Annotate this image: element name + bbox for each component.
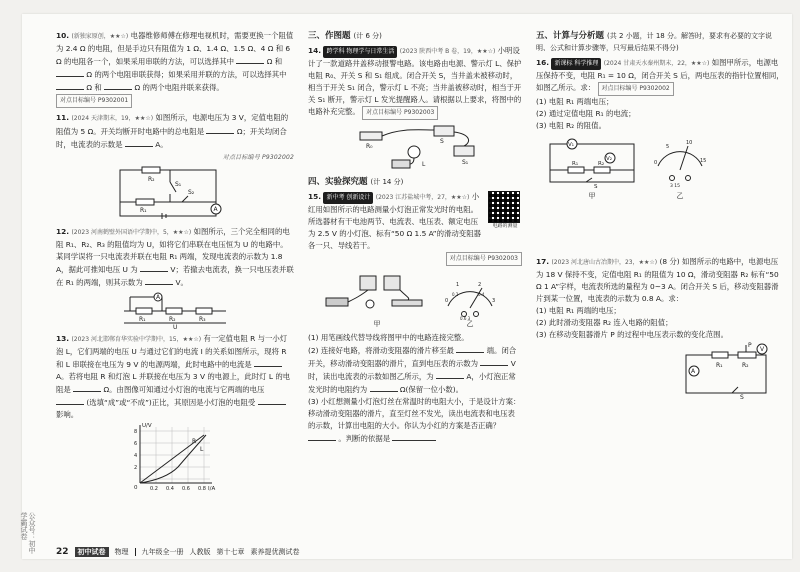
answer-blank[interactable] — [125, 138, 153, 147]
ammeter-label: A — [213, 206, 218, 213]
series-l-label: L — [200, 446, 204, 453]
section-5-heading — [536, 30, 784, 54]
answer-blank[interactable] — [436, 370, 464, 379]
answer-blank[interactable] — [56, 68, 84, 77]
answer-blank[interactable] — [56, 81, 84, 90]
figure-caption-b: 乙 — [466, 320, 474, 328]
label-r2: R₂ — [169, 316, 176, 323]
question-source-tag: (2024 甘肃天水秦州期末，22，★★☆) — [603, 60, 710, 67]
label-v2: V₂ — [606, 156, 612, 162]
label-r0: R₀ — [366, 143, 373, 150]
sub-question-3: (3) 小红想测量小灯泡灯丝在常温时的电阻大小，于是设计方案：移动滑动变阻器的滑片，直至灯丝不发光，读出电流表和电压表的示数，计算出电阻的大小。你认为小红的方案是否正确？ — [308, 397, 521, 430]
graph-xlabel: I/A — [208, 486, 216, 492]
question-16 — [536, 57, 784, 202]
sub-question-1: (1) 电阻 R₁ 两端电压； — [536, 97, 614, 106]
sub-question-2: (2) 通过定值电阻 R₁ 的电流； — [536, 109, 636, 118]
question-score: (8 分) — [659, 257, 680, 266]
circuit-diagram-q17 — [676, 341, 776, 401]
dial-label: 2 — [478, 282, 482, 288]
y-tick: 4 — [134, 453, 138, 459]
dial-label: 10 — [686, 140, 693, 146]
answer-blank[interactable] — [140, 263, 168, 272]
question-text: A，小灯泡正常发光时的电阻约为 — [308, 372, 516, 394]
question-15 — [308, 191, 522, 445]
question-text: Ω；开关均闭合时，电流表的示数是 — [56, 127, 287, 149]
answer-blank[interactable] — [56, 396, 84, 405]
answer-blank[interactable] — [206, 125, 234, 134]
question-source-tag: (2023 陕西中考 B 卷，19，★★☆) — [399, 48, 496, 55]
question-text: Ω(保留一位小数)。 — [399, 385, 464, 394]
dial-range: 3 15 — [670, 184, 681, 189]
page-number: 22 — [56, 547, 69, 557]
question-text: A。若将电阻 R 和灯泡 L 并联接在电压为 3 V 的电源上，此时灯 L 的电阻是 — [56, 372, 291, 394]
x-tick: 0.8 — [198, 486, 206, 492]
divider — [135, 548, 136, 556]
label-s: S — [594, 184, 598, 190]
ammeter-label: A — [691, 368, 696, 375]
section-title: 五、计算与分析题 — [536, 31, 605, 41]
question-number: 12. — [56, 227, 70, 236]
circuit-diagram-q14 — [352, 120, 492, 172]
label-l: L — [422, 161, 426, 168]
question-text: V。 — [175, 278, 188, 287]
dial-label: 0 — [445, 298, 449, 304]
question-source-tag: (新独家原创，★★☆) — [71, 33, 129, 40]
figure-caption-a: 甲 — [373, 320, 381, 328]
question-text: 有一定值电阻 R 与一小灯泡 L，它们两端的电压 U 与通过它们的电流 I 的关系如图所示，现将 R 和 L 串联接在电压为 9 V 的电源两端，此时电路中的电流是 — [56, 334, 288, 369]
question-text: Ω 的两个电阻并联来获得。 — [134, 83, 224, 92]
side-watermark-text: 公众号：初中学霸试卷 — [20, 512, 36, 554]
ui-graph-q13 — [126, 421, 218, 493]
voltmeter-label: V — [760, 346, 765, 353]
question-text: (选填“成”或“不成”)正比，其原因是小灯泡的电阻受 — [86, 398, 256, 407]
answer-blank[interactable] — [308, 432, 336, 441]
sub-question-1: (1) 电阻 R₁ 两端的电压； — [536, 306, 621, 315]
dial-label: 0 — [654, 160, 658, 166]
question-text: 小明设计了一款道路井盖移动报警电路。该电路由电源、警示灯 L、保护电阻 R₀、开关 S 和 S₁ 组成。闭合开关 S，当井盖未被移动时，相当于开关 S₁ 闭合，警示灯 L 不亮；当井盖被移动时，相当于开关 S₁ 断开，警示灯 L 发光提醒路人。请根据以上要求，将图中的电路补充完整。 — [308, 46, 522, 116]
question-source-tag: (2023 河北邯郸育华实验中学期中，15，★★☆) — [71, 336, 202, 343]
question-13 — [56, 333, 294, 493]
question-number: 14. — [308, 46, 322, 55]
label-r2: R₂ — [598, 161, 605, 167]
brand-label: 初中试卷 — [75, 547, 109, 557]
answer-blank[interactable] — [104, 81, 132, 90]
question-14 — [308, 45, 522, 172]
question-text: 如图甲所示，电源电压保持不变，电阻 R₁ = 10 Ω，闭合开关 S 后，两电压表的指针位置相同，如图乙所示。求： — [536, 58, 784, 92]
question-text: 。判断的依据是 — [338, 434, 391, 443]
question-number: 16. — [536, 58, 550, 67]
question-text: V；若撤去电流表，换一只电压表并联在 R₁ 的两端，则其示数为 — [56, 265, 294, 287]
column-middle — [308, 30, 522, 449]
question-text: A。 — [155, 140, 168, 149]
question-number: 11. — [56, 113, 70, 122]
x-tick: 0.6 — [182, 486, 190, 492]
label-s1: S₁ — [175, 181, 182, 188]
circuit-figure-a — [542, 132, 642, 190]
question-source-tag: (2023 河南鹤壁外国语中学期中，5，★★☆) — [71, 229, 192, 236]
page-footer — [56, 546, 356, 558]
question-source-tag: (2024 天津期末，19，★★☆) — [71, 115, 154, 122]
question-text: Ω 和 — [266, 57, 283, 66]
dial-label: 3 — [492, 298, 496, 304]
question-text: 电器维修师傅在修理电视机时，需要更换一个阻值为 2.4 Ω 的电阻，但是手边只有阻值为 1 Ω、1.4 Ω、1.5 Ω、4 Ω 和 6 Ω 的电阻各一个，如果采用串联的方法，可以选择其中 — [56, 31, 294, 66]
y-tick: 6 — [134, 441, 138, 447]
answer-blank[interactable] — [480, 357, 508, 366]
voltmeter-dial — [652, 134, 708, 190]
question-text: Ω 的两个电阻串联获得；如果采用并联的方法，可以选择其中 — [86, 70, 287, 79]
question-11 — [56, 112, 294, 222]
sub-question-1: (1) 用笔画线代替导线将图甲中的电路连接完整。 — [308, 333, 469, 342]
question-source-tag: (2023 江苏盐城中考，27，★★☆) — [375, 194, 470, 201]
ammeter-dial — [442, 276, 498, 321]
section-score: (计 6 分) — [353, 32, 382, 40]
answer-blank[interactable] — [73, 383, 101, 392]
question-text: 如图所示的电路中，电源电压为 18 V 保持不变，定值电阻 R₁ 的阻值为 10 Ω，滑动变阻器 R₂ 标有“50 Ω 1 A”字样，电流表所选的量程为 0~3 A。闭合开关 S 后，移动变阻器滑片到某一位置，电流表的示数为 0.8 A。求： — [536, 257, 779, 303]
question-text: V 时，读出电流表的示数如图乙所示，为 — [308, 359, 516, 381]
label-r1: R₁ — [572, 161, 579, 167]
target-code: 对点目标编号 P9302002 — [222, 154, 294, 161]
label-r2: R₂ — [148, 176, 155, 183]
target-code: 对点目标编号 P9302002 — [598, 82, 674, 96]
ammeter-label: A — [156, 294, 161, 301]
question-17 — [536, 256, 784, 401]
label-r3: R₃ — [199, 316, 206, 323]
dial-sublabel: 0.4 — [478, 292, 485, 297]
question-text: 如图所示，电源电压为 3 V，定值电阻的阻值为 5 Ω。开关均断开时电路中的总电阻是 — [56, 113, 289, 136]
question-12 — [56, 226, 294, 329]
answer-blank[interactable] — [145, 276, 173, 285]
grade-label: 九年级全一册 — [141, 548, 184, 556]
dial-label: 15 — [700, 158, 707, 164]
test-name-label: 素养提优测试卷 — [250, 548, 300, 556]
answer-blank[interactable] — [254, 358, 282, 367]
question-number: 13. — [56, 334, 70, 343]
label-s1: S₁ — [462, 159, 469, 166]
label-s: S — [740, 394, 744, 401]
y-tick: 8 — [134, 429, 138, 435]
label-r1: R₁ — [716, 362, 723, 369]
sub-question-3: (3) 在移动变阻器滑片 P 的过程中电压表示数的变化范围。 — [536, 330, 728, 339]
target-code: 对点目标编号 P9302003 — [446, 252, 522, 266]
figure-caption-a: 甲 — [588, 192, 596, 200]
section-3-heading — [308, 30, 522, 42]
chapter-label: 第十七章 — [216, 548, 245, 556]
graph-origin: 0 — [134, 485, 138, 491]
section-title: 四、实验探究题 — [308, 177, 368, 187]
sub-question-3: (3) 电阻 R₂ 的阻值。 — [536, 121, 606, 130]
exam-page — [22, 14, 792, 559]
dial-range: 0.6 3 — [460, 316, 471, 321]
circuit-figure-a — [322, 268, 432, 318]
x-tick: 0.2 — [150, 486, 158, 492]
target-code: 对点目标编号 P9302003 — [362, 106, 438, 120]
qr-code[interactable] — [488, 191, 520, 223]
label-r1: R₁ — [140, 207, 147, 214]
label-u: U — [173, 324, 178, 331]
dial-sublabel: 0.2 — [452, 292, 459, 297]
qr-caption: 电路的测量 — [492, 223, 518, 229]
answer-blank[interactable] — [258, 396, 286, 405]
question-source-tag: (2023 河北唐山古冶期中，23，★★☆) — [551, 259, 658, 266]
question-number: 17. — [536, 257, 550, 266]
label-v1: V₁ — [568, 142, 574, 148]
column-left — [56, 30, 294, 497]
section-score: (计 14 分) — [370, 178, 404, 186]
answer-blank[interactable] — [456, 344, 484, 353]
question-text: Ω。由图像可知通过小灯泡的电流与它两端的电压 — [103, 385, 265, 394]
column-right — [536, 30, 784, 405]
answer-blank[interactable] — [392, 432, 436, 441]
question-text: 小红用如图所示的电路测量小灯泡正常发光时的电阻。所选器材有干电池两节、电流表、电压表、额定电压为 2.5 V 的小灯泡、标有“50 Ω 1.5 A”的滑动变阻器各一只、导线若干。 — [308, 192, 481, 250]
question-text: 如图所示，三个完全相同的电阻 R₁、R₂、R₃ 的阻值均为 U，如将它们串联在电压恒为 U 的电路中。某同学误将一只电流表并联在电阻 R₁ 两端，发现电流表的示数为 1.8 A，据此可推知电压 U 为 — [56, 227, 290, 274]
y-tick: 2 — [134, 465, 138, 471]
question-text: 端。闭合开关，移动滑动变阻器的滑片，直到电压表的示数为 — [308, 346, 517, 368]
x-tick: 0.4 — [166, 486, 174, 492]
label-r1: R₁ — [139, 316, 146, 323]
question-text: 影响。 — [56, 410, 79, 419]
target-code: 对点目标编号 P9302001 — [56, 94, 132, 108]
subject-badge: 新中考 创新设计 — [323, 192, 373, 204]
circuit-diagram-q11 — [112, 164, 232, 222]
section-title: 三、作图题 — [308, 31, 351, 41]
dial-label: 5 — [666, 144, 670, 150]
question-text: Ω 和 — [86, 83, 102, 92]
answer-blank[interactable] — [370, 383, 398, 392]
subject-badge: 新课标 科学推理 — [551, 58, 601, 70]
label-s: S — [440, 138, 444, 145]
sub-question-2: (2) 此时滑动变阻器 R₂ 连入电路的阻值； — [536, 318, 673, 327]
label-r2: R₂ — [742, 362, 749, 369]
label-p: P — [748, 342, 752, 349]
circuit-diagram-q12 — [116, 289, 236, 329]
series-r-label: R — [192, 438, 197, 445]
label-s2: S₂ — [188, 189, 195, 196]
subject-badge: 跨学科 物理学与日常生活 — [323, 46, 397, 58]
edition-label: 人教版 — [189, 548, 211, 556]
question-number: 15. — [308, 192, 322, 201]
section-score: (共 2 小题，计 18 分。解答时，要求有必要的文字说明、公式和计算步骤等，只写最后结果不得分) — [536, 32, 772, 52]
graph-ylabel: U/V — [142, 423, 152, 429]
question-10 — [56, 30, 294, 108]
subject-label: 物理 — [114, 548, 129, 556]
answer-blank[interactable] — [236, 55, 264, 64]
section-4-heading — [308, 176, 522, 188]
figure-caption-b: 乙 — [676, 192, 684, 200]
question-number: 10. — [56, 31, 70, 40]
sub-question-2: (2) 连接好电路，将滑动变阻器的滑片移至最 — [308, 346, 454, 355]
dial-label: 1 — [456, 282, 460, 288]
